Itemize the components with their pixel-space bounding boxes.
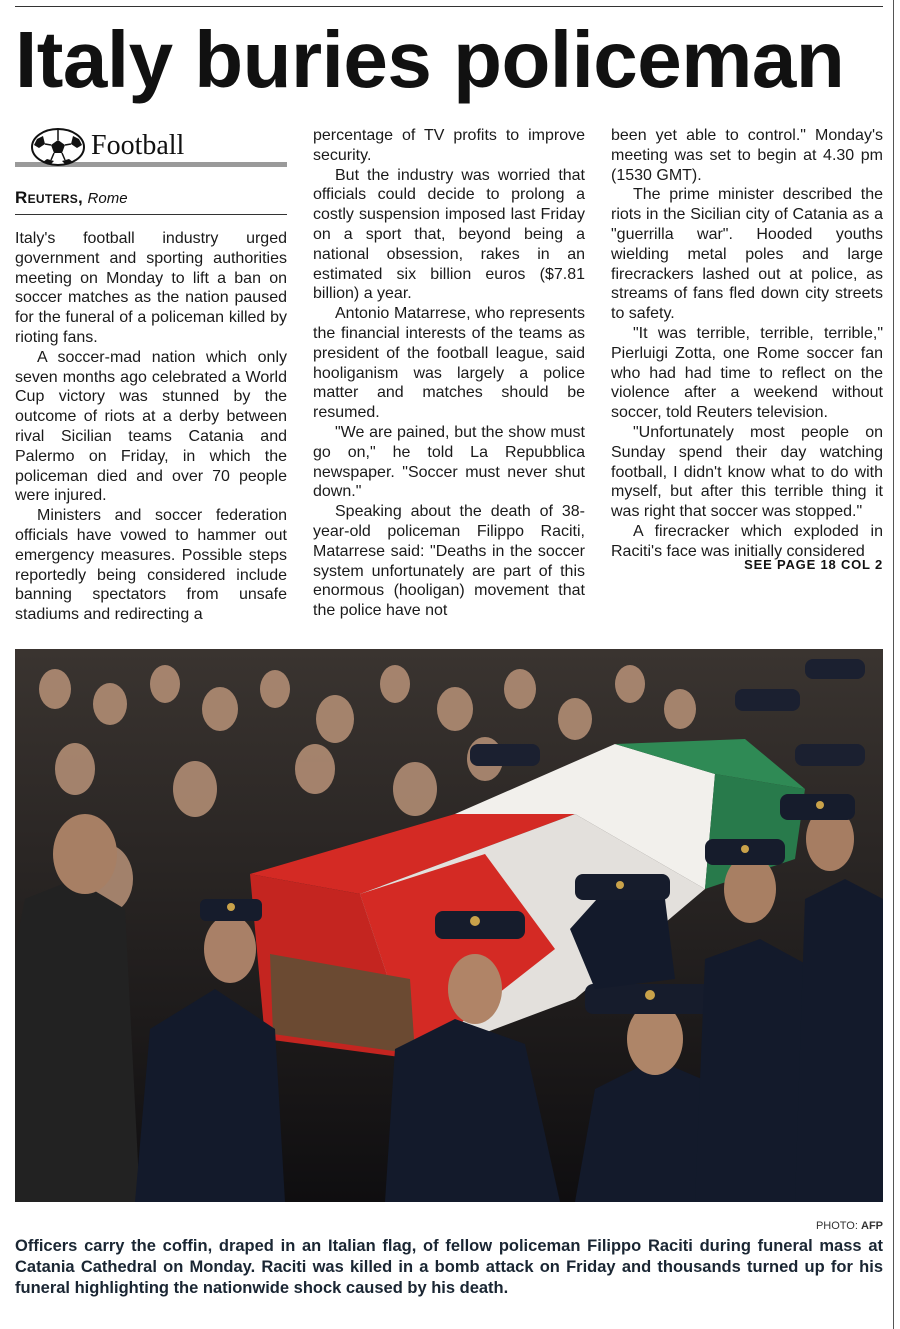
section-label: Football [91, 130, 185, 161]
paragraph: Italy's football industry urged government and sporting authorities meeting on Monday to lift a ban on soccer matches as the nation paused for the funeral of a policeman killed by rioting fans. [15, 230, 287, 346]
paragraph: Ministers and soccer federation officials have vowed to hammer out emergency measures. Possible steps reportedly being considered include banning spectators from unsafe stadiums and redirecting a [15, 507, 287, 624]
paragraph: The prime minister described the riots in the Sicilian city of Catania as a "guerrilla war". Hooded youths wielding metal poles and large firecrackers lashed out at police, as streams of fans fled down city streets to safety. [611, 186, 883, 323]
top-rule [15, 6, 883, 7]
section-tag [15, 124, 287, 168]
photo-credit [15, 1219, 883, 1233]
paragraph: A firecracker which exploded in Raciti's face was initially considered [611, 522, 883, 560]
paragraph: But the industry was worried that officials could decide to prolong a costly suspension imposed last Friday on a sport that, beyond being a national obsession, rakes in an estimated six billion euros ($7.81 billion) a year. [313, 166, 585, 303]
byline-location: Rome [87, 190, 128, 207]
article-column-1 [15, 229, 287, 625]
paragraph: percentage of TV profits to improve security. [313, 127, 585, 164]
paragraph: "It was terrible, terrible, terrible," Pierluigi Zotta, one Rome soccer fan who had had time to reflect on the violence after a weekend without soccer, told Reuters television. [611, 324, 883, 422]
photo-credit-source: AFP [861, 1220, 883, 1232]
paragraph: A soccer-mad nation which only seven months ago celebrated a World Cup victory was stunned by the outcome of riots at a derby between rival Sicilian teams Catania and Palermo on Friday, in which the policeman died and over 70 people were injured. [15, 348, 287, 505]
photo-caption: Officers carry the coffin, draped in an Italian flag, of fellow policeman Filippo Raciti during funeral mass at Catania Cathedral on Monday. Raciti was killed in a bomb attack on Friday and thousands turned up for his funeral highlighting the nationwide shock caused by his death. [15, 1237, 883, 1297]
funeral-photo [15, 649, 883, 1202]
article-column-2 [313, 126, 585, 621]
headline: Italy buries policeman [15, 15, 845, 104]
byline-agency: Reuters, [15, 188, 84, 207]
jump-line: SEE PAGE 18 COL 2 [744, 557, 883, 572]
byline [15, 187, 287, 215]
paragraph: "Unfortunately most people on Sunday spend their day watching football, I didn't know what to do with myself, but after this terrible thing it was right that soccer was stopped." [611, 423, 883, 521]
article-column-3 [611, 126, 883, 562]
football-icon [29, 126, 87, 166]
paragraph: been yet able to control." Monday's meeting was set to begin at 4.30 pm (1530 GMT). [611, 127, 883, 184]
page-edge-rule [893, 0, 894, 1329]
paragraph: Speaking about the death of 38-year-old policeman Filippo Raciti, Matarrese said: "Deaths in the soccer system unfortunately are part of this enormous (hooligan) movement that the police have not [313, 503, 585, 620]
photo-credit-label: PHOTO: [815, 1220, 858, 1232]
paragraph: "We are pained, but the show must go on," he told La Repubblica newspaper. "Soccer must never shut down." [313, 423, 585, 501]
paragraph: Antonio Matarrese, who represents the financial interests of the teams as president of the football league, said hooliganism was largely a police matter and matches should be resumed. [313, 305, 585, 422]
photo-illustration [15, 649, 883, 1202]
